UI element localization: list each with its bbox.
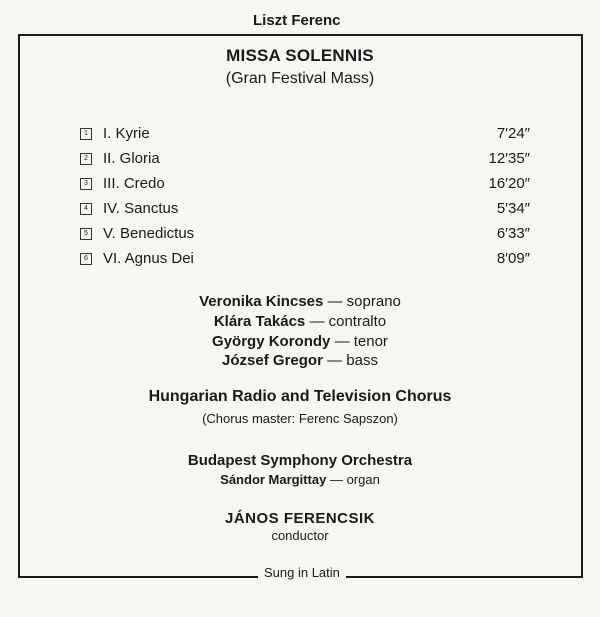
soloist-role: — bass: [322, 352, 378, 369]
track-number-box: 4: [80, 203, 92, 215]
track-number-box: 5: [80, 228, 92, 240]
track-number-box: 6: [80, 253, 92, 265]
track-duration: 7′24″: [496, 125, 530, 142]
track-title: V. Benedictus: [103, 225, 195, 242]
soloist-line: [0, 351, 600, 371]
track-title: VI. Agnus Dei: [103, 250, 194, 267]
conductor-role: conductor: [271, 528, 329, 543]
chorus-name: Hungarian Radio and Television Chorus: [148, 388, 452, 405]
soloist-name: György Korondy: [212, 333, 331, 350]
track-row: [80, 224, 530, 249]
track-duration: 6′33″: [496, 225, 530, 242]
soloist-line: [0, 312, 600, 332]
organist-role: — organ: [326, 472, 380, 487]
language-note: Sung in Latin: [258, 566, 346, 579]
soloist-role: — contralto: [305, 313, 387, 330]
soloist-name: Veronika Kincses: [199, 293, 324, 310]
track-number-box: 3: [80, 178, 92, 190]
track-title: I. Kyrie: [103, 125, 150, 142]
soloist-name: József Gregor: [222, 352, 323, 369]
track-duration: 16′20″: [488, 175, 530, 192]
track-duration: 8′09″: [496, 250, 530, 267]
track-row: [80, 199, 530, 224]
work-title: MISSA SOLENNIS: [226, 46, 374, 65]
soloist-line: [0, 292, 600, 312]
track-duration: 12′35″: [488, 150, 530, 167]
track-duration: 5′34″: [496, 200, 530, 217]
conductor-name: JÁNOS FERENCSIK: [224, 510, 376, 527]
organist-line: [0, 472, 600, 487]
track-row: [80, 249, 530, 274]
soloist-role: — soprano: [323, 293, 401, 310]
track-row: [80, 174, 530, 199]
track-list: [80, 124, 530, 274]
soloist-role: — tenor: [330, 333, 388, 350]
track-row: [80, 124, 530, 149]
soloist-line: [0, 332, 600, 352]
track-title: III. Credo: [103, 175, 165, 192]
composer-name: Liszt Ferenc: [247, 13, 347, 28]
track-title: IV. Sanctus: [103, 200, 179, 217]
chorus-master: (Chorus master: Ferenc Sapszon): [202, 411, 398, 426]
soloist-name: Klára Takács: [213, 313, 306, 330]
orchestra-name: Budapest Symphony Orchestra: [187, 452, 413, 469]
work-subtitle: (Gran Festival Mass): [225, 70, 375, 87]
track-title: II. Gloria: [103, 150, 160, 167]
track-number-box: 1: [80, 128, 92, 140]
track-number-box: 2: [80, 153, 92, 165]
track-row: [80, 149, 530, 174]
organist-name: Sándor Margittay: [220, 472, 327, 487]
